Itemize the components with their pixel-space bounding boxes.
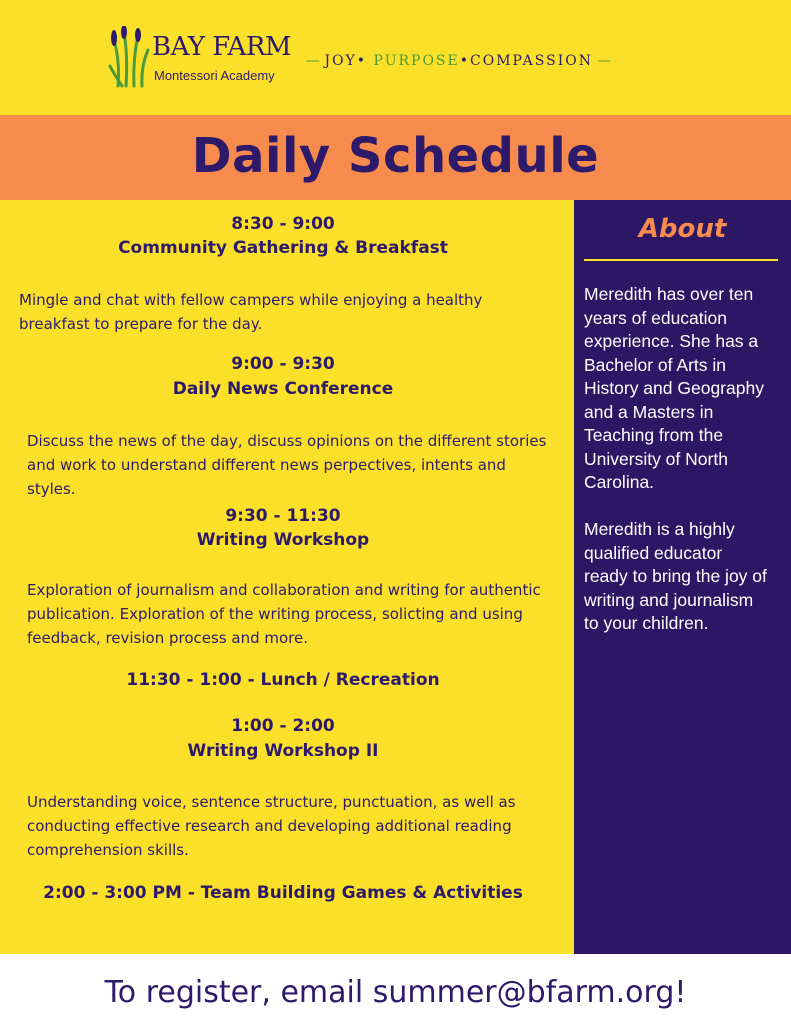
title-banner <box>0 115 791 200</box>
schedule-activity: Daily News Conference <box>172 379 394 399</box>
about-text <box>584 283 770 636</box>
schedule-panel <box>0 200 574 954</box>
schedule-activity: Writing Workshop <box>196 530 370 550</box>
cattail-logo-icon <box>108 26 152 88</box>
about-title: About <box>638 214 727 244</box>
page-title: Daily Schedule <box>191 128 600 184</box>
about-panel <box>574 200 791 954</box>
schedule-description: Discuss the news of the day, discuss opinions on the different stories and work to understand different news perpectives, intents and styles. <box>27 432 547 498</box>
schedule-description: Mingle and chat with fellow campers while enjoying a healthy breakfast to prepare for the day. <box>19 291 483 333</box>
schedule-activity: Community Gathering & Breakfast <box>118 238 448 258</box>
about-paragraph-2: Meredith is a highly qualified educator ready to bring the joy of writing and journalism to your children. <box>584 519 767 633</box>
tagline-word-compassion: COMPASSION <box>470 53 593 69</box>
header <box>0 0 791 115</box>
tagline-word-joy: JOY <box>324 53 357 69</box>
schedule-time: 1:00 - 2:00 <box>231 716 335 736</box>
register-text: To register, email summer@bfarm.org! <box>104 975 687 1010</box>
schedule-description: Understanding voice, sentence structure, punctuation, as well as conducting effective research and developing additional reading comprehension skills. <box>27 793 516 859</box>
footer <box>0 954 791 1024</box>
about-divider <box>584 259 778 261</box>
schedule-time: 8:30 - 9:00 <box>231 214 335 234</box>
schedule-time: 9:30 - 11:30 <box>225 506 341 526</box>
tagline: — JOY• PURPOSE•COMPASSION — <box>306 53 612 69</box>
logo <box>108 26 298 88</box>
schedule-activity: Writing Workshop II <box>187 741 379 761</box>
schedule-description: Exploration of journalism and collaboration and writing for authentic publication. Exploration of the writing process, solicting and using feedback, revision process and more. <box>27 581 541 647</box>
schedule-time: 9:00 - 9:30 <box>231 354 335 374</box>
logo-name: BAY FARM <box>152 32 292 62</box>
schedule-team-building: 2:00 - 3:00 PM - Team Building Games & Activities <box>43 883 523 903</box>
about-paragraph-1: Meredith has over ten years of education experience. She has a Bachelor of Arts in History and Geography and a Masters in Teaching from the University of North Carolina. <box>584 284 764 492</box>
schedule-lunch: 11:30 - 1:00 - Lunch / Recreation <box>126 670 440 690</box>
logo-subtitle: Montessori Academy <box>154 68 275 83</box>
tagline-word-purpose: PURPOSE <box>373 53 460 69</box>
